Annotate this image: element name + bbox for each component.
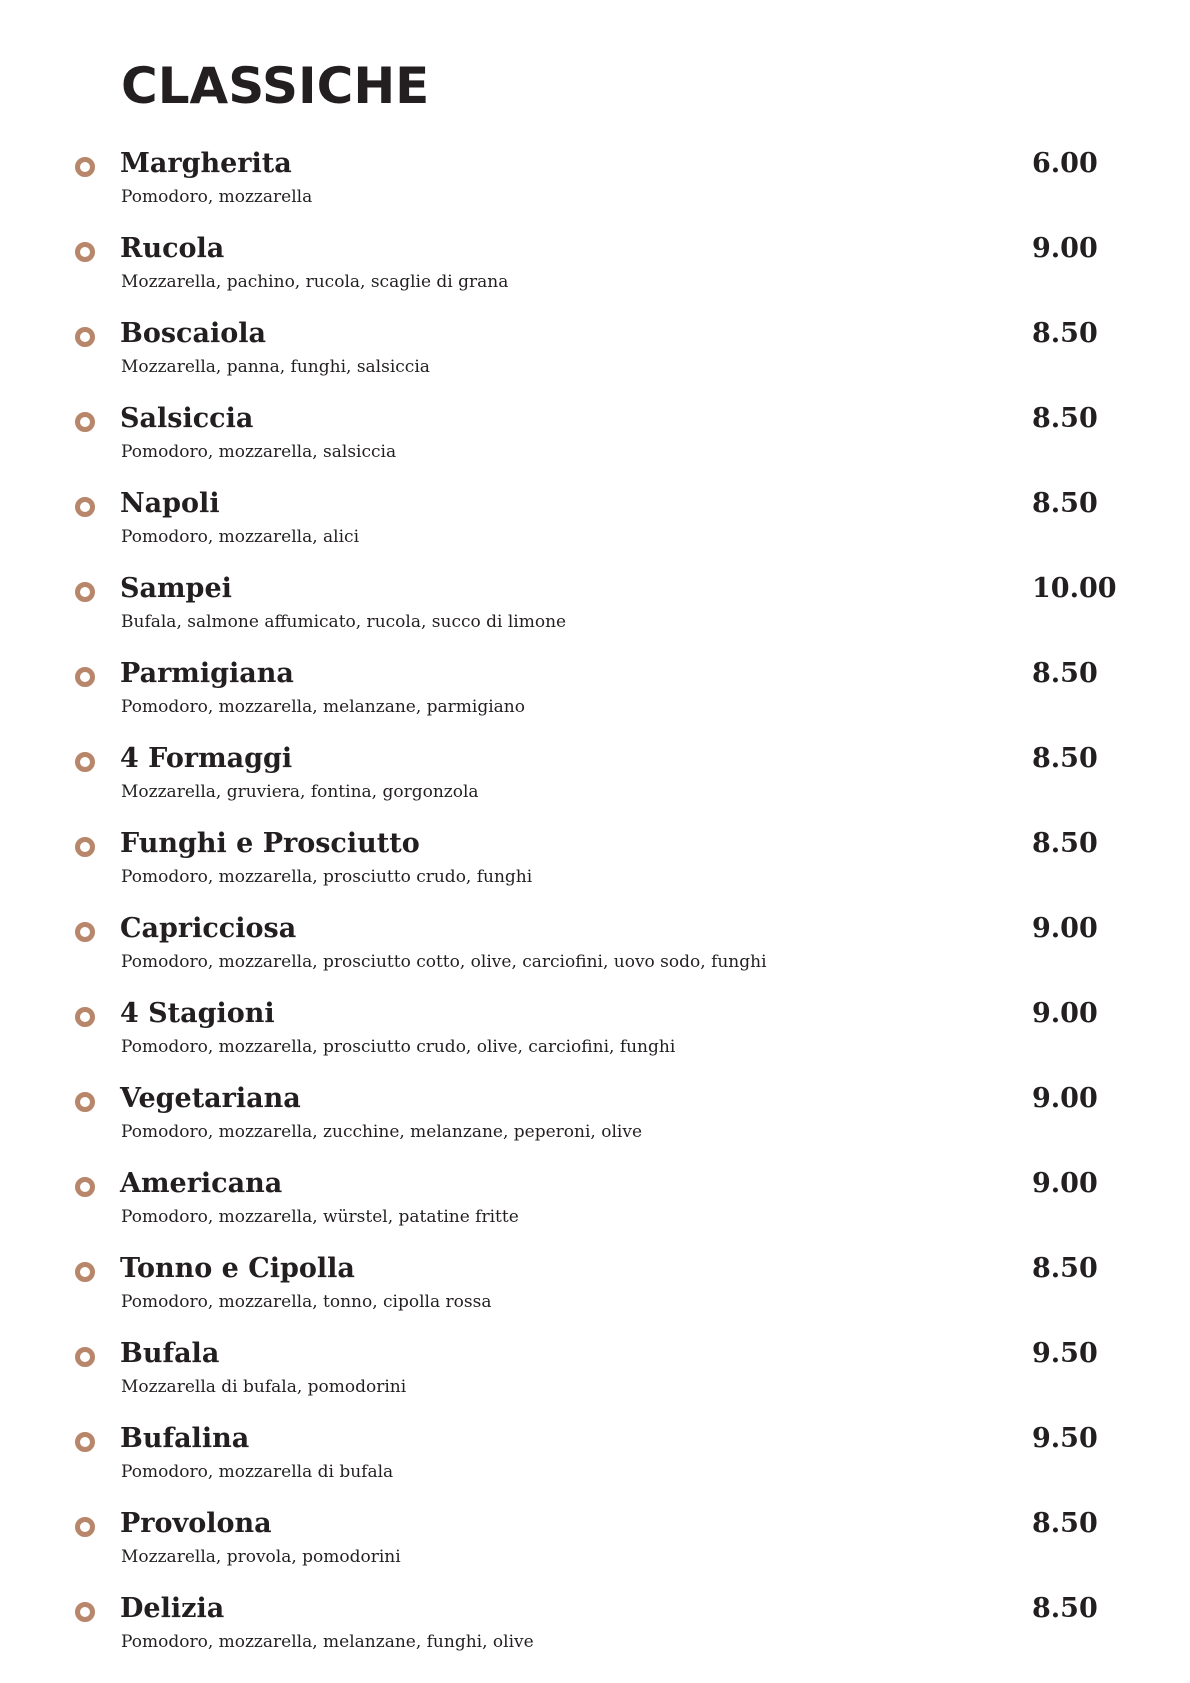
item-name: Provolona (120, 1508, 272, 1539)
item-description: Pomodoro, mozzarella, alici (121, 527, 359, 547)
item-price: 8.50 (1032, 488, 1098, 519)
bullet-icon (75, 1262, 95, 1282)
menu-item (0, 1337, 1190, 1422)
item-description: Pomodoro, mozzarella, prosciutto cotto, olive, carciofini, uovo sodo, funghi (121, 952, 767, 972)
item-description: Mozzarella di bufala, pomodorini (121, 1377, 407, 1397)
item-name: Parmigiana (120, 658, 294, 689)
bullet-icon (75, 327, 95, 347)
item-description: Pomodoro, mozzarella, melanzane, funghi, olive (121, 1632, 534, 1652)
bullet-icon (75, 922, 95, 942)
menu-item (0, 1507, 1190, 1592)
item-description: Mozzarella, gruviera, fontina, gorgonzola (121, 782, 479, 802)
bullet-icon (75, 1517, 95, 1537)
menu-item (0, 147, 1190, 232)
menu-item (0, 402, 1190, 487)
item-name: Bufalina (120, 1423, 250, 1454)
menu-item (0, 487, 1190, 572)
bullet-icon (75, 582, 95, 602)
item-description: Bufala, salmone affumicato, rucola, succo di limone (121, 612, 567, 632)
bullet-icon (75, 1602, 95, 1622)
item-price: 9.00 (1032, 1083, 1098, 1114)
menu-item (0, 657, 1190, 742)
item-name: Boscaiola (120, 318, 266, 349)
item-name: Bufala (120, 1338, 220, 1369)
item-name: Capricciosa (120, 913, 297, 944)
item-price: 8.50 (1032, 1253, 1098, 1284)
item-description: Mozzarella, provola, pomodorini (121, 1547, 401, 1567)
item-description: Mozzarella, panna, funghi, salsiccia (121, 357, 430, 377)
item-name: 4 Stagioni (120, 998, 275, 1029)
item-description: Pomodoro, mozzarella, tonno, cipolla rossa (121, 1292, 492, 1312)
item-name: Rucola (120, 233, 225, 264)
bullet-icon (75, 157, 95, 177)
item-name: Delizia (120, 1593, 225, 1624)
menu-item (0, 317, 1190, 402)
item-name: Napoli (120, 488, 220, 519)
menu-item (0, 997, 1190, 1082)
item-price: 6.00 (1032, 148, 1098, 179)
bullet-icon (75, 1432, 95, 1452)
menu-item (0, 1167, 1190, 1252)
item-name: Margherita (120, 148, 292, 179)
item-name: Vegetariana (120, 1083, 301, 1114)
item-description: Pomodoro, mozzarella, prosciutto crudo, funghi (121, 867, 533, 887)
item-description: Pomodoro, mozzarella, prosciutto crudo, olive, carciofini, funghi (121, 1037, 676, 1057)
item-price: 8.50 (1032, 1508, 1098, 1539)
menu-item (0, 1082, 1190, 1167)
bullet-icon (75, 1092, 95, 1112)
menu-item (0, 742, 1190, 827)
bullet-icon (75, 837, 95, 857)
item-description: Pomodoro, mozzarella, zucchine, melanzane, peperoni, olive (121, 1122, 643, 1142)
section-title: CLASSICHE (121, 57, 430, 115)
item-price: 8.50 (1032, 1593, 1098, 1624)
item-price: 9.00 (1032, 233, 1098, 264)
bullet-icon (75, 752, 95, 772)
menu-item (0, 1252, 1190, 1337)
item-name: Americana (120, 1168, 283, 1199)
menu-item (0, 232, 1190, 317)
item-price: 9.00 (1032, 913, 1098, 944)
item-description: Pomodoro, mozzarella, salsiccia (121, 442, 397, 462)
item-price: 8.50 (1032, 743, 1098, 774)
item-description: Pomodoro, mozzarella (121, 187, 313, 207)
item-price: 9.00 (1032, 1168, 1098, 1199)
bullet-icon (75, 1007, 95, 1027)
bullet-icon (75, 1347, 95, 1367)
item-description: Pomodoro, mozzarella di bufala (121, 1462, 394, 1482)
bullet-icon (75, 412, 95, 432)
menu-item (0, 912, 1190, 997)
item-price: 8.50 (1032, 403, 1098, 434)
item-price: 8.50 (1032, 318, 1098, 349)
item-name: Tonno e Cipolla (120, 1253, 355, 1284)
menu-item (0, 1592, 1190, 1677)
menu-list (0, 147, 1190, 1677)
item-price: 10.00 (1032, 573, 1117, 604)
item-price: 9.50 (1032, 1423, 1098, 1454)
menu-item (0, 1422, 1190, 1507)
menu-item (0, 827, 1190, 912)
item-name: 4 Formaggi (120, 743, 293, 774)
item-name: Salsiccia (120, 403, 254, 434)
bullet-icon (75, 1177, 95, 1197)
item-description: Pomodoro, mozzarella, würstel, patatine fritte (121, 1207, 519, 1227)
bullet-icon (75, 667, 95, 687)
item-name: Sampei (120, 573, 232, 604)
item-price: 8.50 (1032, 658, 1098, 689)
item-price: 8.50 (1032, 828, 1098, 859)
item-price: 9.00 (1032, 998, 1098, 1029)
menu-item (0, 572, 1190, 657)
item-description: Pomodoro, mozzarella, melanzane, parmigiano (121, 697, 525, 717)
bullet-icon (75, 497, 95, 517)
item-price: 9.50 (1032, 1338, 1098, 1369)
item-name: Funghi e Prosciutto (120, 828, 420, 859)
bullet-icon (75, 242, 95, 262)
item-description: Mozzarella, pachino, rucola, scaglie di grana (121, 272, 509, 292)
